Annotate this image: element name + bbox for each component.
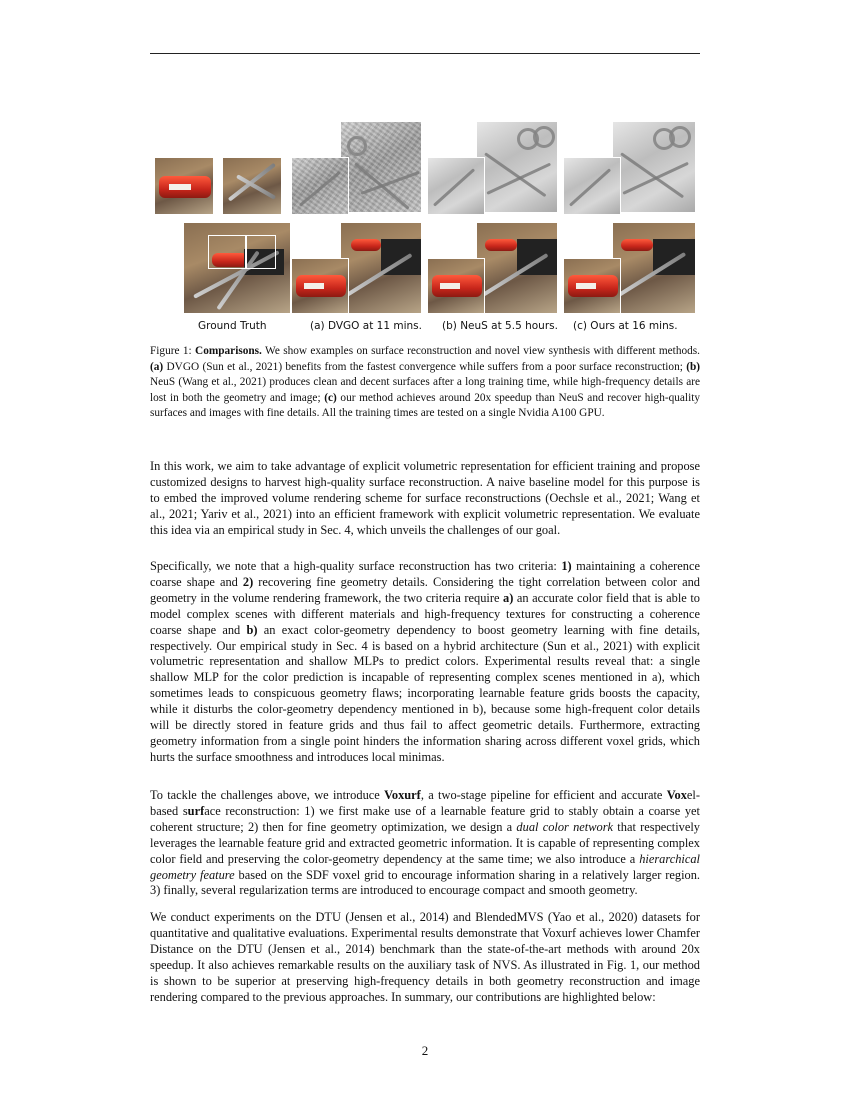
caption-marker-c: (c) bbox=[324, 391, 337, 404]
text: To tackle the challenges above, we introduce bbox=[150, 788, 385, 802]
bold-fragment: Vox bbox=[666, 788, 687, 802]
dvgo-geometry-main bbox=[340, 121, 422, 213]
dvgo-render-main bbox=[340, 222, 422, 314]
header-rule bbox=[150, 53, 700, 54]
text: based on the SDF voxel grid to encourage information sharing in a relatively larger region. 3) finally, several regularization terms are introduced to encourage compact and smooth geometry. bbox=[150, 867, 701, 898]
caption-text: our method achieves around 20x speedup than NeuS and recover high-quality surfaces and images with fine details. All the training times are tested on a single Nvidia A100 GPU. bbox=[150, 391, 700, 419]
figure-caption bbox=[150, 344, 700, 422]
neus-geometry-inset bbox=[427, 157, 485, 215]
text: , a two-stage pipeline for efficient and accurate bbox=[420, 788, 667, 802]
italic-term: hierarchical geometry feature bbox=[150, 851, 700, 882]
bold-fragment: urf bbox=[187, 803, 205, 818]
text: ace reconstruction: 1) we first make use of a learnable feature grid to stably obtain a coarse yet coherent structure; 2) then for fine geometry optimization, we design a bbox=[150, 803, 700, 834]
paragraph-4: We conduct experiments on the DTU (Jensen et al., 2014) and BlendedMVS (Yao et al., 2020) datasets for quantitative and qualitative evaluations. Experimental results demonstrate that Voxurf achieves lower Chamfer Distance on the DTU (Jensen et al., 2014) benchmark than the state-of-the-art methods with around 20x speedup. It also achieves remarkable results on the auxiliary task of NVS. As illustrated in Fig. 1, our method is shown to be superior at preserving high-frequency details in both geometry reconstruction and image rendering compared to the previous approaches. In summary, our contributions are highlighted below: bbox=[150, 910, 700, 1004]
caption-text: NeuS (Wang et al., 2021) produces clean and decent surfaces after a long training time, while high-frequency details are lost in both the geometry and image; bbox=[150, 376, 700, 404]
neus-render-main bbox=[476, 222, 558, 314]
gt-inset-marker-1 bbox=[208, 235, 246, 269]
dvgo-geometry-inset bbox=[291, 157, 349, 215]
caption-marker-a: (a) bbox=[150, 360, 164, 373]
label-dvgo: (a) DVGO at 11 mins. bbox=[310, 320, 422, 332]
bold-marker: 2) bbox=[242, 574, 254, 589]
paragraph-2 bbox=[150, 559, 700, 766]
ours-render-main bbox=[612, 222, 696, 314]
dvgo-render-inset bbox=[291, 258, 349, 314]
ours-geometry-inset bbox=[563, 157, 621, 215]
text: an accurate color field that is able to model complex scenes with different materials and high-frequency textures for constructing a coherence coarse shape and bbox=[150, 590, 700, 637]
page-number: 2 bbox=[421, 1043, 429, 1058]
bold-marker: 1) bbox=[561, 559, 572, 573]
ours-geometry-main bbox=[612, 121, 696, 213]
caption-text: We show examples on surface reconstruction and novel view synthesis with different methods. bbox=[261, 345, 700, 357]
text: maintaining a coherence coarse shape and bbox=[150, 559, 700, 589]
caption-prefix: Figure 1: bbox=[150, 345, 192, 357]
caption-marker-b: (b) bbox=[686, 360, 700, 373]
text: an exact color-geometry dependency to boost geometry learning with fine details, respectively. Our empirical study in Sec. 4 is based on a hybrid architecture (Sun et al., 2021) with explicit volumetric representation and shallow MLPs to predict colors. Experimental results reveal that: a single shallow MLP for the color prediction is incapable of representing complex scenes mentioned in a), which sometimes leads to conspicuous geometry flaws; incorporating learnable feature grids boosts the capacity, while it disturbs the color-geometry dependency mentioned in b), because some high-frequent color details will be directly stored in feature grids and thus fail to affect geometric details. Furthermore, extracting geometry information from a single point hinders the information sharing across different voxel grids, which hurts the surface smoothness and introduces local minimas. bbox=[150, 622, 700, 764]
neus-render-inset bbox=[427, 258, 485, 314]
gt-main-image bbox=[183, 222, 291, 314]
paragraph-1: In this work, we aim to take advantage of explicit volumetric representation for efficient training and propose customized designs to harvest high-quality surface reconstruction. A naive baseline model for this purpose is to embed the improved volume rendering scheme for surface reconstructions (Oechsle et al., 2021; Wang et al., 2021; Yariv et al., 2021) into an efficient framework with explicit volumetric representation. We evaluate this idea via an empirical study in Sec. 4, which unveils the challenges of our goal. bbox=[150, 459, 700, 537]
label-neus: (b) NeuS at 5.5 hours. bbox=[442, 320, 558, 332]
method-name: Voxurf bbox=[384, 788, 421, 802]
gt-inset-scissors bbox=[222, 157, 282, 215]
gt-inset-red-label bbox=[154, 157, 214, 215]
italic-term: dual color network bbox=[516, 819, 614, 834]
ours-render-inset bbox=[563, 258, 621, 314]
text: that respectively leverages the learnable feature grid and extracted geometric information. It is capable of representing complex color field and preserving the color-geometry dependency at the same time; we also introduce a bbox=[150, 819, 700, 866]
text: el-based s bbox=[150, 788, 700, 818]
text: recovering fine geometry details. Considering the tight correlation between color and geometry in the volume rendering framework, the two criteria require bbox=[150, 574, 700, 605]
neus-geometry-main bbox=[476, 121, 558, 213]
gt-inset-marker-2 bbox=[246, 235, 276, 269]
bold-marker: a) bbox=[503, 590, 514, 605]
bold-marker: b) bbox=[246, 622, 258, 637]
paragraph-3 bbox=[150, 788, 700, 899]
caption-head: Comparisons. bbox=[195, 345, 262, 357]
label-ground-truth: Ground Truth bbox=[198, 320, 267, 332]
label-ours: (c) Ours at 16 mins. bbox=[573, 320, 678, 332]
caption-text: DVGO (Sun et al., 2021) benefits from the fastest convergence while suffers from a poor surface reconstruction; bbox=[163, 360, 687, 373]
text: Specifically, we note that a high-quality surface reconstruction has two criteria: bbox=[150, 559, 562, 573]
